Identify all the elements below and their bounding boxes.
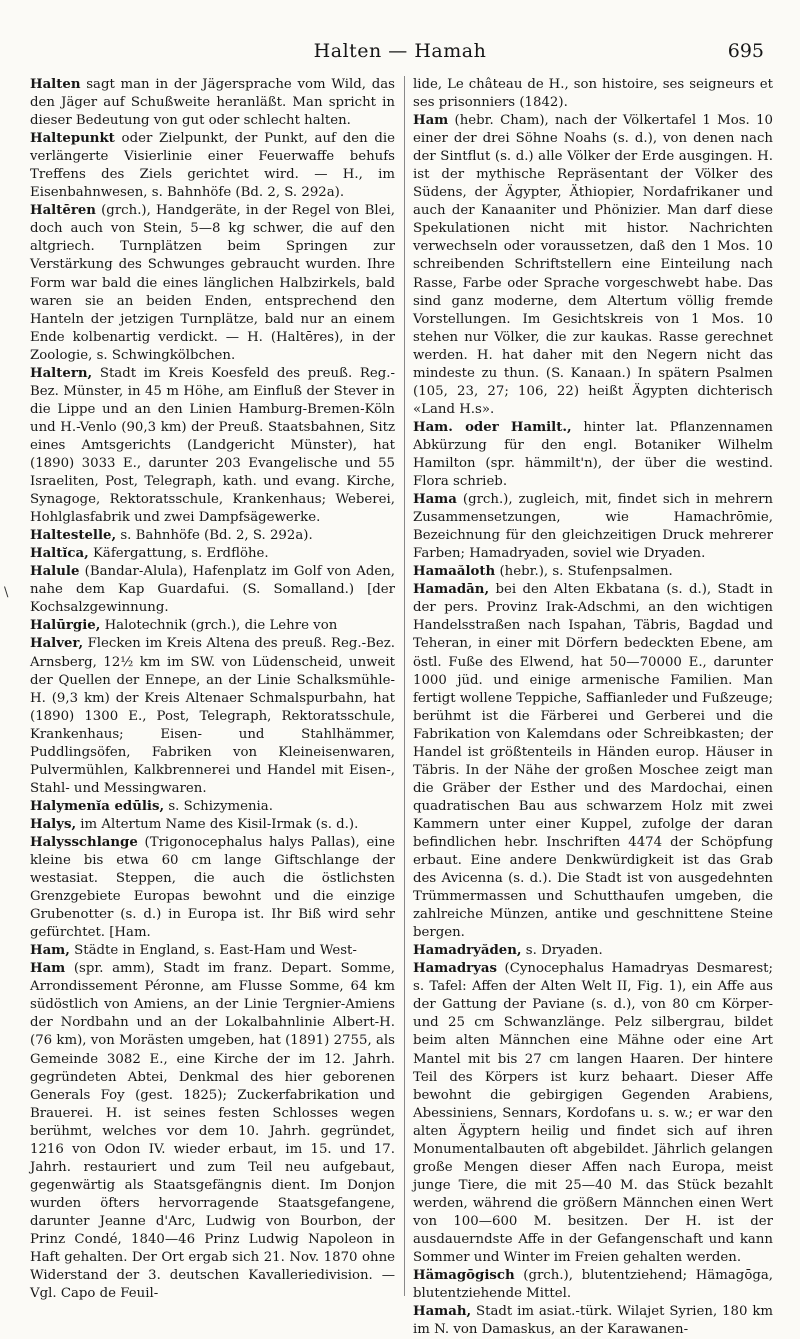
entry-text: (Cynocephalus Hamadryas Desmarest; s. Tafel: Affen der Alten Welt II, Fig. 1), ein Affe aus der Gattung der Paviane (s. d.), von 80 cm Körper- und 25 cm Schwanzlänge. Pelz silbergrau, bildet beim alten Männchen eine Mähne oder eine Art Mantel mit bis 27 cm langen Haaren. Der hintere Teil des Körpers ist kurz behaart. Dieser Affe bewohnt die gebirgigen Gegenden Arabiens, Abessiniens, Sennars, Kordofans u. s. w.; er war den alten Ägyptern heilig und findet sich auf ihren Monumentalbauten oft abgebildet. Jährlich gelangen große Mengen dieser Affen nach Europa, meist junge Tiere, die mit 25—40 M. das Stück bezahlt werden, während die größern Männchen einen Wert von 100—600 M. besitzen. Der H. ist der ausdauerndste Affe in der Gefangenschaft und kann Sommer und Winter im Freien gehalten werden. (413, 961, 773, 1266)
dictionary-entry (30, 798, 395, 816)
entry-text: (hebr.), s. Stufenpsalmen. (495, 564, 673, 580)
entry-headword: Halysschlange (30, 834, 138, 850)
dictionary-entry (30, 130, 395, 202)
entry-text: hinter lat. Pflanzennamen Abkürzung für den engl. Botaniker Wilhelm Hamilton (spr. hämmilt'n), der über die westind. Flora schrieb. (413, 419, 773, 490)
entry-text: (Bandar-Alula), Hafenplatz im Golf von Aden, nahe dem Kap Guardafui. (S. Somalland.) [der Kochsalzgewinnung. (30, 564, 395, 616)
dictionary-entry (30, 942, 395, 960)
entry-text: s. Schizymenia. (164, 798, 273, 814)
running-title: Halten — Hamah (313, 40, 487, 62)
entry-headword: Ham. oder Hamilt., (413, 419, 572, 435)
entry-headword: Haltestelle, (30, 528, 117, 544)
dictionary-entry (413, 942, 773, 960)
dictionary-entry (30, 76, 395, 130)
entry-text: (grch.), zugleich, mit, findet sich in mehrern Zusammensetzungen, wie Hamachrōmie, Bezeichnung für den gleichzeitigen Druck mehrerer Farben; Hamadryaden, soviel wie Dryaden. (413, 492, 773, 562)
entry-text: sagt man in der Jägersprache vom Wild, das den Jäger auf Schußweite heranläßt. Man spricht in dieser Bedeutung von gut oder schlecht halten. (30, 77, 395, 129)
entry-headword: Halūrgie, (30, 618, 101, 634)
entry-text: (spr. amm), Stadt im franz. Depart. Somme, Arrondissement Péronne, am Flusse Somme, 64 km südöstlich von Amiens, an der Linie Tergnier-Amiens der Nordbahn und an der Lokalbahnlinie Albert-H. (76 km), von Morästen umgeben, hat (1891) 2755, als Gemeinde 3082 E., eine Kirche der im 12. Jahrh. gegründeten Abtei, Denkmal des hier geborenen Generals Foy (gest. 1825); Zuckerfabrikation und Brauerei. H. ist seines festen Schlosses wegen berühmt, welches vor dem 10. Jahrh. gegründet, 1216 von Odon IV. wieder erbaut, im 15. und 17. Jahrh. restauriert und zum Teil neu aufgebaut, gegenwärtig als Staatsgefängnis dient. Im Donjon wurden öfters hervorragende Staatsgefangene, darunter Jeanne d'Arc, Ludwig von Bourbon, der Prinz Condé, 1840—46 Prinz Ludwig Napoleon in Haft gehalten. Der Ort ergab sich 21. Nov. 1870 ohne Widerstand der 3. deutschen Kavalleriedivision. — Vgl. Capo de Feuil- (30, 961, 395, 1302)
dictionary-entry (30, 527, 395, 545)
entry-text: (grch.), blutentziehend; Hämagōga, blutentziehende Mittel. (413, 1268, 773, 1302)
entry-text: Stadt im asiat.-türk. Wilajet Syrien, 180 km im N. von Damaskus, an der Karawanen- (413, 1304, 773, 1338)
dictionary-entry (413, 491, 773, 563)
dictionary-entry (30, 617, 395, 635)
dictionary-entry (413, 1267, 773, 1303)
entry-headword: Haltepunkt (30, 131, 115, 147)
entry-text: (hebr. Cham), nach der Völkertafel 1 Mos. 10 einer der drei Söhne Noahs (s. d.), von denen nach der Sintflut (s. d.) alle Völker der Erde ausgingen. H. ist der mythische Repräsentant der Völker des Südens, der Ägypter, Äthiopier, Nordafrikaner und auch der Kanaaniter und Phönizier. Man darf diese Spekulationen nicht mit histor. Nachrichten verwechseln oder voraussetzen, daß den 1 Mos. 10 schreibenden Schriftstellern eine Einteilung nach Rasse, Farbe oder Sprache vorgeschwebt habe. Das sind ganz moderne, dem Altertum völlig fremde Vorstellungen. Im Gesichtskreis von 1 Mos. 10 stehen nur Völker, die zur kaukas. Rasse gerechnet werden. H. hat daher mit den Negern nicht das mindeste zu thun. (S. Kanaan.) In spätern Psalmen (105, 23, 27; 106, 22) heißt Ägypten dichterisch «Land H.s». (413, 113, 773, 417)
entry-headword: Hamaăloth (413, 564, 496, 580)
dictionary-entry (30, 816, 395, 834)
page-number: 695 (727, 40, 764, 62)
right-column (413, 76, 773, 1338)
entry-headword: Halten (30, 77, 81, 92)
entry-text: im Altertum Name des Kisil-Irmak (s. d.). (76, 816, 359, 832)
dictionary-entry (413, 960, 773, 1267)
entry-headword: Haltēren (30, 203, 96, 219)
entry-text: lide, Le château de H., son histoire, ses seigneurs et ses prisonniers (1842). (413, 77, 773, 111)
entry-text: s. Bahnhöfe (Bd. 2, S. 292a). (116, 528, 313, 544)
margin-mark: \ (4, 585, 9, 600)
entry-text: Flecken im Kreis Altena des preuß. Reg.-Bez. Arnsberg, 12½ km im SW. von Lüdenscheid, unweit der Quellen der Ennepe, an der Linie Schalksmühle-H. (9,3 km) der Kreis Altenaer Schmalspurbahn, hat (1890) 1300 E., Post, Telegraph, Rektoratsschule, Krankenhaus; Eisen- und Stahlhämmer, Puddlingsöfen, Fabriken von Kleineisenwaren, Pulvermühlen, Kalkbrennerei und Handel mit Eisen-, Stahl- und Messingwaren. (30, 636, 395, 796)
entry-headword: Halys, (30, 816, 77, 832)
entry-headword: Ham (30, 961, 66, 977)
entry-text: s. Dryaden. (521, 943, 603, 959)
entry-text: bei den Alten Ekbatana (s. d.), Stadt in der pers. Provinz Irak-Adschmi, an den wichtigen Handelsstraßen nach Ispahan, Täbris, Bagdad und Teheran, in einer mit Dörfern bedeckten Ebene, am östl. Fuße des Elwend, hat 50—70000 E., darunter 1000 jüd. und einige armenische Familien. Man fertigt wollene Teppiche, Saffianleder und Fußzeuge; berühmt ist die Färberei und Gerberei und die Fabrikation von Kalemdans oder Schreibkasten; der Handel ist größtenteils in Händen europ. Häuser in Täbris. In der Nähe der großen Moschee zeigt man die Gräber der Esther und des Mardochai, einen quadratischen Bau aus schwarzem Holz mit zwei Kammern unter einer Kuppel, zufolge der daran befindlichen hebr. Inschriften 4474 der Schöpfung erbaut. Eine andere Denkwürdigkeit ist das Grab des Avicenna (s. d.). Die Stadt ist von ausgedehnten Trümmermassen und Schutthaufen umgeben, die zahlreiche Münzen, antike und geschnittene Steine bergen. (413, 582, 773, 941)
entry-headword: Ham, (30, 943, 70, 959)
entry-text: (grch.), Handgeräte, in der Regel von Blei, doch auch von Stein, 5—8 kg schwer, die auf den altgriech. Turnplätzen beim Springen zur Verstärkung des Schwunges gebraucht wurden. Ihre Form war bald die eines länglichen Halbzirkels, bald waren sie an beiden Enden, entsprechend den Hanteln der jetzigen Turnplätze, bald nur an einem Ende kolbenartig verdickt. — H. (Haltēres), in der Zoologie, s. Schwingkölbchen. (30, 203, 395, 363)
dictionary-entry (413, 76, 773, 112)
dictionary-entry (30, 563, 395, 617)
entry-headword: Hämagōgisch (413, 1268, 515, 1284)
entry-headword: Hamadān, (413, 582, 490, 598)
entry-headword: Hama (413, 492, 457, 508)
entry-headword: Hamah, (413, 1304, 472, 1320)
entry-text: oder Zielpunkt, der Punkt, auf den die verlängerte Visierlinie einer Feuerwaffe behufs Treffens des Ziels gerichtet wird. — H., im Eisenbahnwesen, s. Bahnhöfe (Bd. 2, S. 292a). (30, 131, 395, 201)
entry-headword: Haltern, (30, 365, 93, 381)
dictionary-entry (30, 365, 395, 527)
entry-headword: Hamadryas (413, 961, 497, 977)
entry-text: Käfergattung, s. Erdflöhe. (88, 546, 269, 562)
dictionary-entry (30, 834, 395, 942)
entry-text: Halotechnik (grch.), die Lehre von (100, 618, 338, 634)
dictionary-entry (413, 563, 773, 581)
dictionary-entry (30, 635, 395, 797)
entry-headword: Halule (30, 564, 80, 580)
entry-headword: Ham (413, 113, 449, 129)
entry-headword: Halymenĭa edūlis, (30, 798, 165, 814)
entry-headword: Haltĭca, (30, 546, 89, 562)
entry-text: (Trigonocephalus halys Pallas), eine kleine bis etwa 60 cm lange Giftschlange der westasiat. Steppen, die auch die östlichsten Grenzgebiete Europas bewohnt und die einzige Grubenotter (s. d.) in Europa ist. Ihr Biß wird sehr gefürchtet. [Ham. (30, 834, 395, 941)
dictionary-entry (413, 112, 773, 419)
dictionary-entry (30, 960, 395, 1303)
dictionary-entry (30, 202, 395, 364)
dictionary-entry (413, 581, 773, 942)
left-column (30, 76, 395, 1301)
dictionary-entry (413, 419, 773, 491)
entry-headword: Halver, (30, 636, 84, 652)
dictionary-entry (413, 1303, 773, 1339)
entry-text: Städte in England, s. East-Ham und West- (69, 943, 357, 959)
page-header (0, 40, 800, 70)
entry-text: Stadt im Kreis Koesfeld des preuß. Reg.-Bez. Münster, in 45 m Höhe, am Einfluß der Stever in die Lippe und an den Linien Hamburg-Bremen-Köln und H.-Venlo (90,3 km) der Preuß. Staatsbahnen, Sitz eines Amtsgerichts (Landgericht Münster), hat (1890) 3033 E., darunter 203 Evangelische und 55 Israeliten, Post, Telegraph, kath. und evang. Kirche, Synagoge, Rektoratsschule, Krankenhaus; Weberei, Hohlglasfabrik und zwei Dampfsägewerke. (30, 365, 395, 526)
dictionary-entry (30, 545, 395, 563)
entry-headword: Hamadryăden, (413, 943, 522, 959)
column-divider (404, 76, 405, 1296)
